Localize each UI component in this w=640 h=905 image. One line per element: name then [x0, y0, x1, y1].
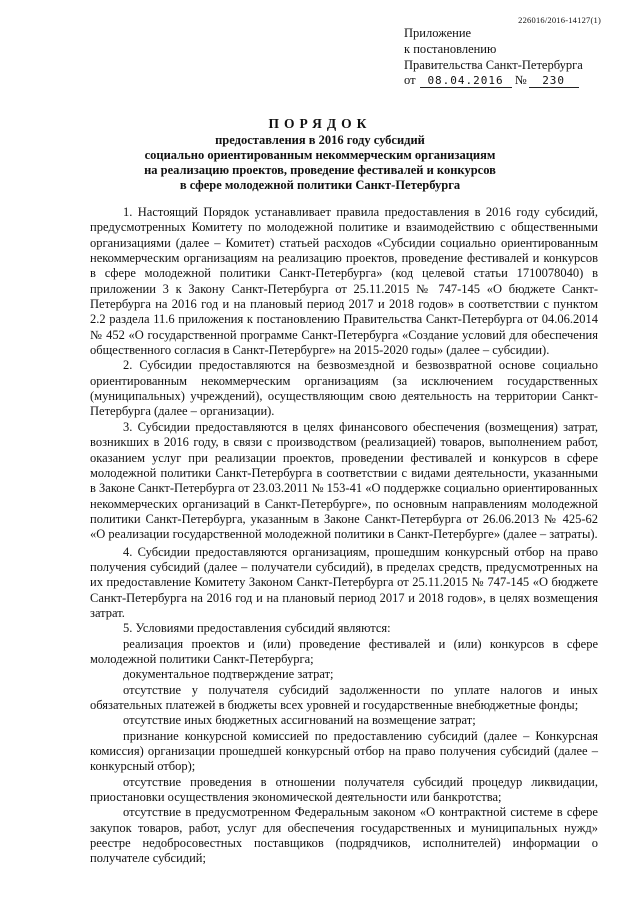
document-subtitle-line: социально ориентированным некоммерческим организациям: [144, 148, 496, 162]
list-item: признание конкурсной комиссией по предоставлению субсидий (далее – Конкурсная комиссия) организации прошедшей конкурсный отбор на право получения субсидий (далее – конкурсный отбор);: [90, 728, 598, 774]
list-item: отсутствие проведения в отношении получателя субсидий процедур ликвидации, приостановки осуществления экономической деятельности или банкротства;: [90, 774, 598, 805]
document-subtitle-line: на реализацию проектов, проведение фестивалей и конкурсов: [144, 163, 496, 177]
paragraph: 4. Субсидии предоставляются организациям, прошедшим конкурсный отбор на право получения субсидий (далее – получатели субсидий), в пределах средств, предусмотренных на их предоставление Комитету Законом Санкт-Петербурга от 25.11.2015 № 747-145 «О бюджете Санкт-Петербурга на 2016 год и на плановый период 2017 и 2018 годов», в целях возмещения затрат.: [90, 544, 598, 620]
document-body: [90, 205, 598, 867]
appendix-line: Правительства Санкт-Петербурга: [404, 57, 583, 72]
document-title: ПОРЯДОК: [268, 116, 372, 131]
number-sign: №: [514, 73, 527, 88]
list-item: документальное подтверждение затрат;: [123, 667, 334, 682]
list-item: отсутствие в предусмотренном Федеральным законом «О контрактной системе в сфере закупок товаров, работ, услуг для обеспечения государственных и муниципальных нужд» реестре недобросовестных поставщиков (подрядчиков, исполнителей) информации о получателе субсидий;: [90, 805, 598, 866]
document-title-block: [0, 115, 640, 193]
list-item: отсутствие иных бюджетных ассигнований на возмещение затрат;: [123, 713, 476, 728]
paragraph: 1. Настоящий Порядок устанавливает правила предоставления в 2016 году субсидий, предусмотренных Комитету по молодежной политике и взаимодействию с общественными организациями (далее – Комитет) статьей расходов «Субсидии социально ориентированным некоммерческим организациям на реализацию проектов, проведение фестивалей и конкурсов в сфере молодежной политики Санкт-Петербурга» (код целевой статьи 1710078040) в приложении 3 к Закону Санкт-Петербурга от 25.11.2015 № 747-145 «О бюджете Санкт-Петербурга на 2016 год и на плановый период 2017 и 2018 годов» в соответствии с пунктом 2.2 раздела 11.6 приложения к постановлению Правительства Санкт-Петербурга от 04.06.2014 № 452 «О государственной программе Санкт-Петербурга «Создание условий для обеспечения общественного согласия в Санкт-Петербурге» на 2015-2020 годы» (далее – субсидии).: [90, 205, 598, 358]
appendix-line: Приложение: [404, 26, 472, 40]
list-item: реализация проектов и (или) проведение фестивалей и (или) конкурсов в сфере молодежной политики Санкт-Петербурга;: [90, 636, 598, 666]
list-item: отсутствие у получателя субсидий задолженности по уплате налогов и иных обязательных платежей в бюджеты всех уровней и государственные внебюджетные фонды;: [90, 682, 598, 712]
appendix-header: [404, 26, 583, 89]
document-subtitle-line: предоставления в 2016 году субсидий: [215, 133, 425, 147]
paragraph: 2. Субсидии предоставляются на безвозмездной и безвозвратной основе социально ориентированным некоммерческим организациям (за исключением государственных (муниципальных) учреждений), осуществляющим свою деятельность на территории Санкт-Петербурга (далее – организации).: [90, 358, 598, 419]
document-id: 226016/2016-14127(1): [518, 15, 601, 25]
resolution-date: 08.04.2016: [420, 75, 512, 88]
paragraph: 3. Субсидии предоставляются в целях финансового обеспечения (возмещения) затрат, возникших в 2016 году, в связи с производством (реализацией) товаров, выполнением работ, оказанием услуг при реализации проектов, проведении фестивалей и конкурсов в сфере молодежной политики Санкт-Петербурга в соответствии с видами деятельности, указанными в Законе Санкт-Петербурга от 23.03.2011 № 153-41 «О поддержке социально ориентированных некоммерческих организаций в Санкт-Петербурге», по основным направлениям молодежной политики Санкт-Петербурга, указанным в Законе Санкт-Петербурга от 26.06.2013 № 425-62 «О реализации государственной молодежной политики в Санкт-Петербурге» (далее – затраты).: [90, 419, 598, 542]
document-subtitle-line: в сфере молодежной политики Санкт-Петербурга: [179, 178, 461, 192]
paragraph: 5. Условиями предоставления субсидий являются:: [123, 621, 391, 636]
resolution-number: 230: [529, 75, 579, 88]
date-prefix: от: [404, 73, 416, 88]
appendix-line: к постановлению: [404, 41, 497, 56]
appendix-date-line: [404, 73, 583, 89]
